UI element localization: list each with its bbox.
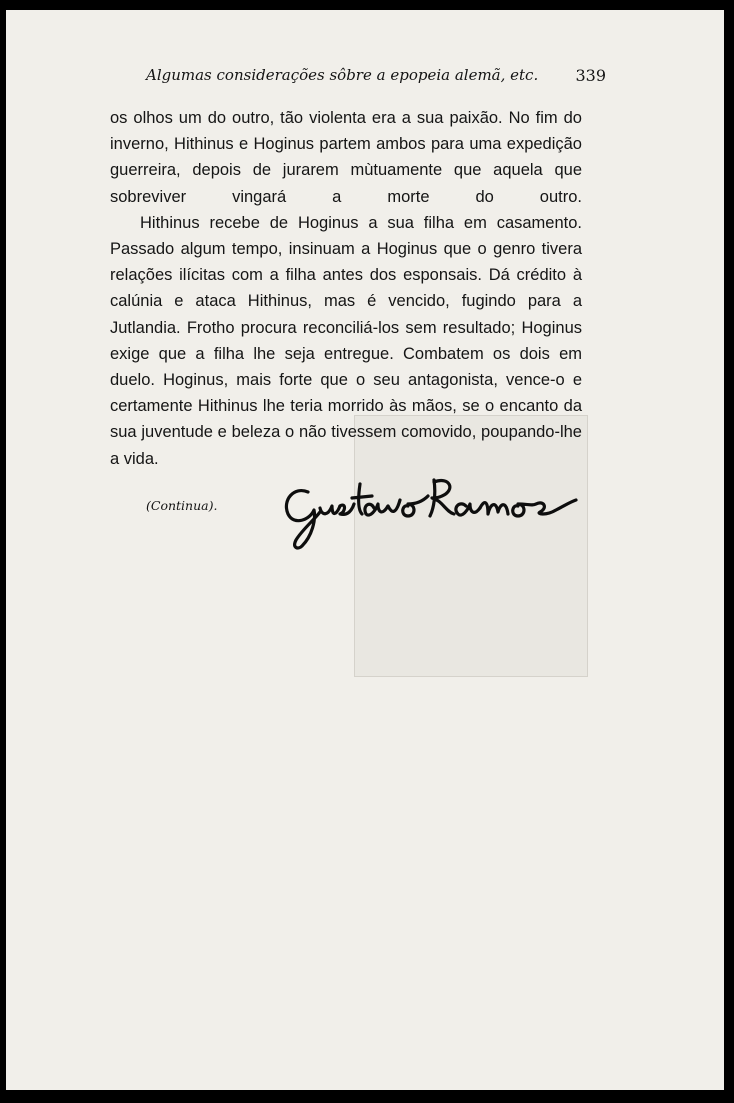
running-header (146, 66, 606, 84)
body-text (110, 105, 582, 472)
continua-note: (Continua). (146, 498, 218, 513)
author-signature (274, 470, 584, 550)
paragraph: os olhos um do outro, tão violenta era a sua paixão. No fim do inverno, Hithinus e Hoginus partem ambos para uma expedição guerreira, depois de jurarem mùtuamente que aquela que sobreviver vingará a morte do outro. (110, 109, 582, 206)
paragraph: Hithinus recebe de Hoginus a sua filha em casamento. Passado algum tempo, insinuam a Hoginus que o genro tivera relações ilícitas com a filha antes dos esponsais. Dá crédito à calúnia e ataca Hithinus, mas é vencido, fugindo para a Jutlandia. Frotho procura reconciliá-los sem resultado; Hoginus exige que a filha lhe seja entregue. Combatem os dois em duelo. Hoginus, mais forte que o seu antagonista, vence-o e certamente Hithinus lhe teria morrido às mãos, se o encanto da sua juventude e beleza o não tivessem comovido, poupando-lhe a vida. (110, 213, 582, 468)
running-title: Algumas considerações sôbre a epopeia alemã, etc. (146, 66, 539, 84)
scan-border (724, 0, 734, 1103)
book-page (6, 10, 726, 1090)
page-number: 339 (575, 66, 606, 85)
